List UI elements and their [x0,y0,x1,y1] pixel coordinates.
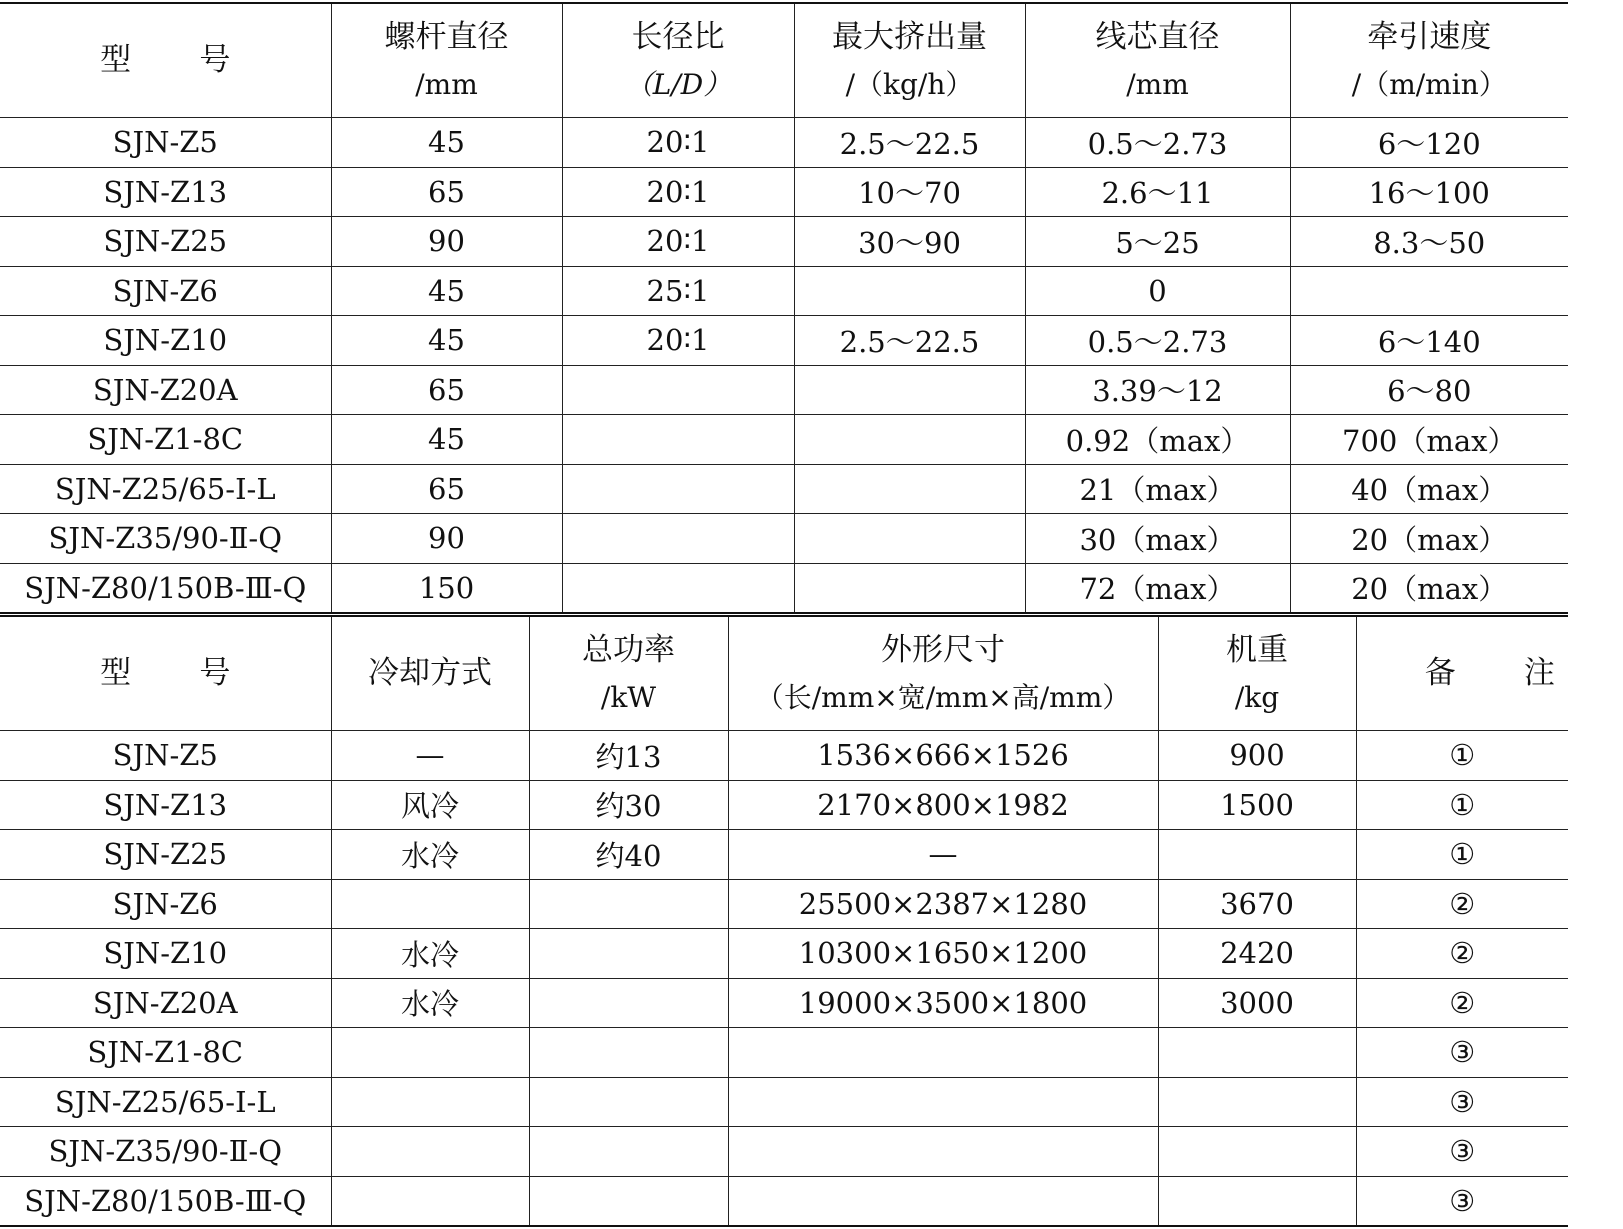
table-row [0,167,1568,217]
table-cell: 1500 [1158,780,1356,830]
table-cell: 2420 [1158,929,1356,979]
table-cell: 19000×3500×1800 [728,978,1158,1028]
header-cooling-method [331,616,529,731]
table-cell [331,1077,529,1127]
header-label: 型号 [100,41,299,78]
header-traction-speed [1290,3,1568,118]
header-max-output [794,3,1025,118]
header-label: 牵引速度 [1367,19,1492,56]
header-label: 外形尺寸 [881,632,1005,669]
table-cell: 30～90 [794,217,1025,267]
table-cell: ① [1356,731,1568,781]
table-cell: 65 [331,464,562,514]
model-cell: SJN-Z1-8C [0,415,331,465]
model-cell: SJN-Z10 [0,929,331,979]
header-label: 总功率 [582,632,675,669]
table-cell: 10～70 [794,167,1025,217]
table-cell [529,978,728,1028]
extruder-spec-table-2 [0,615,1623,1227]
table-cell: 3670 [1158,879,1356,929]
header-row [0,3,1568,118]
table-cell: 20∶1 [562,167,794,217]
header-unit: /mm [415,68,478,102]
table-row [0,731,1568,781]
table-cell [529,1077,728,1127]
header-unit: /kg [1234,681,1280,715]
table-cell [331,1176,529,1226]
model-cell: SJN-Z25 [0,830,331,880]
extruder-spec-table-1 [0,2,1568,614]
table-cell: 45 [331,118,562,168]
model-cell: SJN-Z13 [0,167,331,217]
table-row [0,1028,1568,1078]
model-cell: SJN-Z35/90-Ⅱ-Q [0,1127,331,1177]
table-cell [728,1077,1158,1127]
table-cell: 6～120 [1290,118,1568,168]
table-cell: 约40 [529,830,728,880]
table-cell: 2170×800×1982 [728,780,1158,830]
table-cell: 20∶1 [562,118,794,168]
header-unit: /（kg/h） [845,68,974,102]
header-screw-diameter [331,3,562,118]
table-cell: ③ [1356,1077,1568,1127]
model-cell: SJN-Z10 [0,316,331,366]
table-cell: 30（max） [1025,514,1290,564]
model-cell: SJN-Z20A [0,365,331,415]
table-cell: ① [1356,780,1568,830]
table-cell [1158,1028,1356,1078]
model-cell: SJN-Z5 [0,118,331,168]
model-cell: SJN-Z6 [0,879,331,929]
header-label: 最大挤出量 [832,19,987,56]
table-cell: ② [1356,929,1568,979]
header-label: 型号 [100,654,299,691]
model-cell: SJN-Z20A [0,978,331,1028]
table-cell [562,464,794,514]
model-cell: SJN-Z5 [0,731,331,781]
header-label: 冷却方式 [368,654,492,691]
table-cell [1290,266,1568,316]
table-cell [794,464,1025,514]
table-row [0,563,1568,613]
table-cell: 8.3～50 [1290,217,1568,267]
table-cell: 21（max） [1025,464,1290,514]
table-row [0,1127,1568,1177]
table-row [0,415,1568,465]
header-label: 长径比 [631,19,725,56]
table-cell: 20∶1 [562,217,794,267]
table-cell [728,1028,1158,1078]
table-cell: 约13 [529,731,728,781]
table-cell: 20（max） [1290,563,1568,613]
table-cell [794,365,1025,415]
table-cell: 2.6～11 [1025,167,1290,217]
table-cell [1158,830,1356,880]
model-cell: SJN-Z13 [0,780,331,830]
table-cell: 20（max） [1290,514,1568,564]
table-cell: 25500×2387×1280 [728,879,1158,929]
table-cell: 900 [1158,731,1356,781]
table-cell [562,415,794,465]
model-cell: SJN-Z25 [0,217,331,267]
table-cell: 25∶1 [562,266,794,316]
table-cell: 65 [331,167,562,217]
header-label: 螺杆直径 [384,19,509,56]
header-dimensions [728,616,1158,731]
table-cell [529,929,728,979]
table-cell: 65 [331,365,562,415]
table-cell [728,1176,1158,1226]
model-cell: SJN-Z25/65-Ⅰ-L [0,464,331,514]
table-cell: 45 [331,266,562,316]
table-cell [728,1127,1158,1177]
table-row [0,118,1568,168]
header-model [0,616,331,731]
table-cell: 0.5～2.73 [1025,316,1290,366]
table-cell: 0.92（max） [1025,415,1290,465]
table-cell: 45 [331,316,562,366]
table-cell [331,879,529,929]
table-row [0,879,1568,929]
header-total-power [529,616,728,731]
table-cell: ③ [1356,1127,1568,1177]
table-cell: 45 [331,415,562,465]
table-body [0,118,1568,614]
table-cell: 40（max） [1290,464,1568,514]
table-cell [794,563,1025,613]
header-core-diameter [1025,3,1290,118]
table-cell: 水冷 [331,830,529,880]
table-cell: 水冷 [331,978,529,1028]
table-cell [562,365,794,415]
table-cell [331,1028,529,1078]
table-cell [331,1127,529,1177]
table-row [0,830,1568,880]
table-cell [562,563,794,613]
table-cell: 水冷 [331,929,529,979]
table-row [0,464,1568,514]
table-cell: 3000 [1158,978,1356,1028]
table-cell: 72（max） [1025,563,1290,613]
header-unit: /kW [600,681,657,715]
table-cell: 2.5～22.5 [794,316,1025,366]
table-cell: ② [1356,978,1568,1028]
header-remarks [1356,616,1623,731]
table-cell: ① [1356,830,1568,880]
table-cell [529,1127,728,1177]
model-cell: SJN-Z80/150B-Ⅲ-Q [0,1176,331,1226]
table-body [0,731,1568,1227]
table-row [0,266,1568,316]
table-cell: 6～140 [1290,316,1568,366]
table-cell: 150 [331,563,562,613]
model-cell: SJN-Z25/65-Ⅰ-L [0,1077,331,1127]
table-cell: 16～100 [1290,167,1568,217]
table-cell: — [331,731,529,781]
table-cell [1158,1176,1356,1226]
header-model [0,3,331,118]
table-cell: 2.5～22.5 [794,118,1025,168]
table-cell [1158,1077,1356,1127]
model-cell: SJN-Z6 [0,266,331,316]
table-row [0,780,1568,830]
table-row [0,1176,1568,1226]
table-cell: — [728,830,1158,880]
table-cell: 0.5～2.73 [1025,118,1290,168]
model-cell: SJN-Z35/90-Ⅱ-Q [0,514,331,564]
table-cell: ③ [1356,1028,1568,1078]
table-cell: 10300×1650×1200 [728,929,1158,979]
model-cell: SJN-Z80/150B-Ⅲ-Q [0,563,331,613]
table-cell [529,879,728,929]
header-unit: /（m/min） [1351,68,1507,102]
table-cell [529,1176,728,1226]
table-row [0,1077,1568,1127]
table-cell: 20∶1 [562,316,794,366]
table-cell: 6～80 [1290,365,1568,415]
header-unit: /mm [1126,68,1189,102]
table-cell [529,1028,728,1078]
header-label: 线芯直径 [1095,19,1220,56]
table-row [0,929,1568,979]
table-row [0,978,1568,1028]
header-unit: （长/mm×宽/mm×高/mm） [755,681,1131,715]
table-cell [562,514,794,564]
table-cell [794,415,1025,465]
table-cell [794,266,1025,316]
table-row [0,514,1568,564]
table-cell [1158,1127,1356,1177]
table-cell: 700（max） [1290,415,1568,465]
header-label: 机重 [1226,632,1288,669]
table-cell: 5～25 [1025,217,1290,267]
table-cell: 90 [331,514,562,564]
table-cell: 3.39～12 [1025,365,1290,415]
table-row [0,217,1568,267]
table-cell: ② [1356,879,1568,929]
table-cell: 风冷 [331,780,529,830]
header-unit: （L/D） [624,68,732,102]
header-ld-ratio [562,3,794,118]
table-cell: 约30 [529,780,728,830]
header-machine-weight [1158,616,1356,731]
table-cell: 1536×666×1526 [728,731,1158,781]
header-row [0,616,1568,731]
model-cell: SJN-Z1-8C [0,1028,331,1078]
table-cell: ③ [1356,1176,1568,1226]
table-cell: 90 [331,217,562,267]
table-row [0,365,1568,415]
header-label: 备注 [1424,654,1623,691]
table-cell: 0 [1025,266,1290,316]
table-row [0,316,1568,366]
table-cell [794,514,1025,564]
